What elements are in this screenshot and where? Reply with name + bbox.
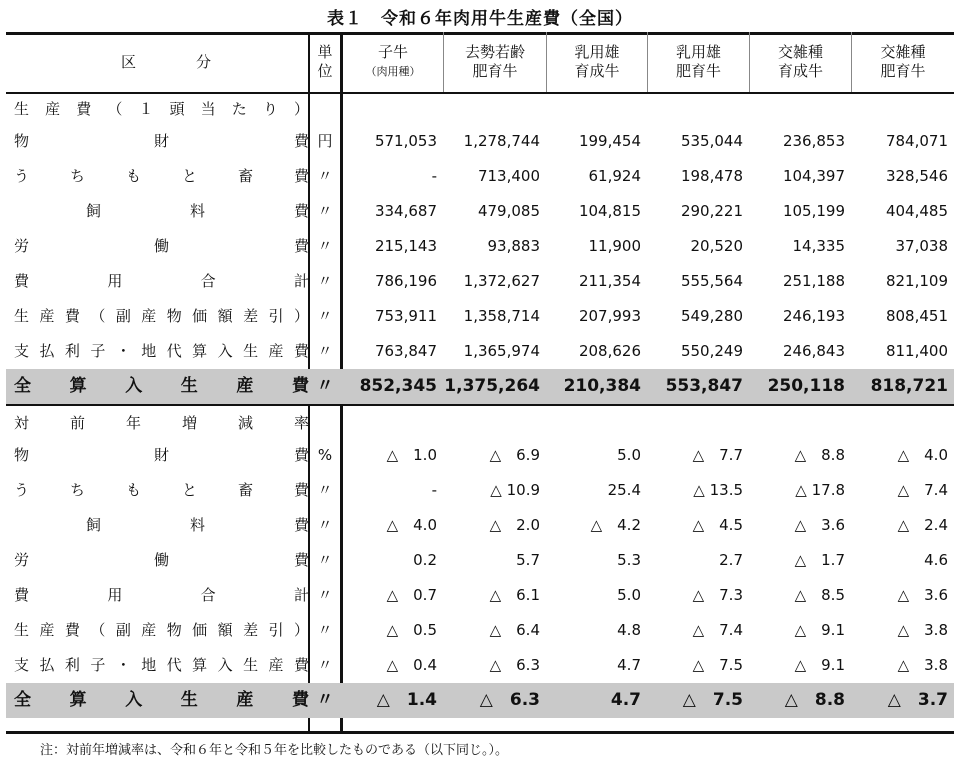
header-category xyxy=(66,32,266,92)
row-label: 支払利子・地代算入生産費 xyxy=(14,342,309,360)
table-row xyxy=(6,578,954,613)
value-cell: 0.2 xyxy=(413,551,437,569)
row-unit: 〃 xyxy=(317,586,333,604)
value-cell: 4.6 xyxy=(924,551,948,569)
table-row xyxy=(6,648,954,683)
value-cell: 1,372,627 xyxy=(463,272,540,290)
row-label: 全算入生産費 xyxy=(14,690,309,710)
value-cell: △ 1.4 xyxy=(376,690,437,710)
value-cell: 14,335 xyxy=(792,237,845,255)
value-cell: 20,520 xyxy=(690,237,743,255)
value-cell: 786,196 xyxy=(374,272,437,290)
value-cell: 1,365,974 xyxy=(463,342,540,360)
row-label: 生産費（副産物価額差引） xyxy=(14,307,309,325)
value-cell: 753,911 xyxy=(374,307,437,325)
header-col-6-line2: 肥育牛 xyxy=(880,62,926,80)
value-cell: - xyxy=(431,167,437,185)
value-cell: 479,085 xyxy=(477,202,540,220)
value-cell: 535,044 xyxy=(680,132,743,150)
row-unit: 〃 xyxy=(317,272,333,290)
row-label: 物財費 xyxy=(14,446,309,464)
value-cell: △ 7.4 xyxy=(897,481,948,499)
value-cell: △ 1.7 xyxy=(794,551,845,569)
row-label: 全算入生産費 xyxy=(14,376,309,396)
value-cell: 198,478 xyxy=(680,167,743,185)
row-unit: 〃 xyxy=(316,376,334,396)
value-cell: 5.0 xyxy=(617,446,641,464)
header-col-1 xyxy=(343,32,443,92)
row-label: うちもと畜費 xyxy=(14,167,309,185)
value-cell: 334,687 xyxy=(374,202,437,220)
value-cell: 61,924 xyxy=(588,167,641,185)
value-cell: △ 7.5 xyxy=(692,656,743,674)
header-col-4 xyxy=(648,32,749,92)
value-cell: △ 7.3 xyxy=(692,586,743,604)
value-cell: 37,038 xyxy=(895,237,948,255)
value-cell: 93,883 xyxy=(487,237,540,255)
row-unit: 〃 xyxy=(316,690,334,710)
value-cell: △ 6.1 xyxy=(489,586,540,604)
footnote: 注：対前年増減率は、令和６年と令和５年を比較したものである（以下同じ。）。 xyxy=(40,743,509,758)
header-category-label: 区 分 xyxy=(120,52,211,71)
value-cell: △ 4.2 xyxy=(590,516,641,534)
row-unit: 〃 xyxy=(317,202,333,220)
value-cell: 1,358,714 xyxy=(463,307,540,325)
value-cell: △ 6.3 xyxy=(479,690,540,710)
row-label: 生産費（副産物価額差引） xyxy=(14,621,309,639)
value-cell: △ 13.5 xyxy=(693,481,743,499)
value-cell: 852,345 xyxy=(359,376,437,396)
section1-label: 生産費（１頭当たり） xyxy=(14,100,309,118)
value-cell: 251,188 xyxy=(782,272,845,290)
row-label: 費用合計 xyxy=(14,272,309,290)
header-unit-line2: 位 xyxy=(317,62,333,80)
header-col-6-line1: 交雑種 xyxy=(880,43,926,61)
value-cell: 5.0 xyxy=(617,586,641,604)
value-cell: 1,375,264 xyxy=(444,376,540,396)
row-unit: 〃 xyxy=(317,167,333,185)
value-cell: 207,993 xyxy=(578,307,641,325)
value-cell: 5.7 xyxy=(516,551,540,569)
value-cell: △ 4.0 xyxy=(386,516,437,534)
value-cell: △ 0.4 xyxy=(386,656,437,674)
value-cell: 4.8 xyxy=(617,621,641,639)
row-unit: 〃 xyxy=(317,237,333,255)
table-row xyxy=(6,473,954,508)
header-col-1-line2: （肉用種） xyxy=(365,65,421,78)
value-cell: 713,400 xyxy=(477,167,540,185)
value-cell: 784,071 xyxy=(885,132,948,150)
value-cell: 808,451 xyxy=(885,307,948,325)
row-unit: 〃 xyxy=(317,656,333,674)
value-cell: △ 3.7 xyxy=(887,690,948,710)
value-cell: △ 2.0 xyxy=(489,516,540,534)
value-cell: - xyxy=(431,481,437,499)
value-cell: △ 10.9 xyxy=(490,481,540,499)
value-cell: △ 3.6 xyxy=(897,586,948,604)
row-label: 労働費 xyxy=(14,551,309,569)
row-unit: % xyxy=(317,446,333,464)
header-col-3-line1: 乳用雄 xyxy=(574,43,620,61)
value-cell: 246,193 xyxy=(782,307,845,325)
row-unit: 円 xyxy=(317,132,333,150)
header-unit-line1: 単 xyxy=(317,43,333,61)
value-cell: 211,354 xyxy=(578,272,641,290)
value-cell: △ 9.1 xyxy=(794,621,845,639)
value-cell: 404,485 xyxy=(885,202,948,220)
row-unit: 〃 xyxy=(317,307,333,325)
value-cell: △ 4.5 xyxy=(692,516,743,534)
bottom-rule xyxy=(6,731,954,734)
header-col-6 xyxy=(852,32,954,92)
value-cell: 5.3 xyxy=(617,551,641,569)
total-row xyxy=(6,369,954,404)
table-row xyxy=(6,194,954,229)
value-cell: 1,278,744 xyxy=(463,132,540,150)
value-cell: △ 8.8 xyxy=(794,446,845,464)
value-cell: △ 9.1 xyxy=(794,656,845,674)
row-unit: 〃 xyxy=(317,342,333,360)
value-cell: 290,221 xyxy=(680,202,743,220)
table-title: 表１ 令和６年肉用牛生産費（全国） xyxy=(327,9,633,29)
value-cell: 11,900 xyxy=(588,237,641,255)
table-row xyxy=(6,543,954,578)
value-cell: △ 3.8 xyxy=(897,656,948,674)
value-cell: 250,118 xyxy=(767,376,845,396)
row-unit: 〃 xyxy=(317,621,333,639)
row-unit: 〃 xyxy=(317,481,333,499)
value-cell: 550,249 xyxy=(680,342,743,360)
value-cell: △ 6.9 xyxy=(489,446,540,464)
value-cell: △ 6.4 xyxy=(489,621,540,639)
table-row xyxy=(6,508,954,543)
value-cell: △ 17.8 xyxy=(795,481,845,499)
table-row xyxy=(6,334,954,369)
header-col-4-line2: 肥育牛 xyxy=(675,62,721,80)
total-row xyxy=(6,683,954,718)
value-cell: 2.7 xyxy=(719,551,743,569)
value-cell: 553,847 xyxy=(665,376,743,396)
value-cell: 246,843 xyxy=(782,342,845,360)
section-divider xyxy=(6,404,954,406)
value-cell: 555,564 xyxy=(680,272,743,290)
value-cell: 104,815 xyxy=(578,202,641,220)
row-label: 労働費 xyxy=(14,237,309,255)
value-cell: 821,109 xyxy=(885,272,948,290)
value-cell: 199,454 xyxy=(578,132,641,150)
header-col-2 xyxy=(444,32,546,92)
table-row xyxy=(6,159,954,194)
value-cell: △ 0.5 xyxy=(386,621,437,639)
cost-table xyxy=(6,32,954,734)
value-cell: △ 3.8 xyxy=(897,621,948,639)
value-cell: 328,546 xyxy=(885,167,948,185)
value-cell: 549,280 xyxy=(680,307,743,325)
value-cell: △ 6.3 xyxy=(489,656,540,674)
table-row xyxy=(6,229,954,264)
row-label: 支払利子・地代算入生産費 xyxy=(14,656,309,674)
value-cell: △ 7.4 xyxy=(692,621,743,639)
value-cell: 571,053 xyxy=(374,132,437,150)
value-cell: 811,400 xyxy=(885,342,948,360)
value-cell: 763,847 xyxy=(374,342,437,360)
table-row xyxy=(6,264,954,299)
value-cell: 4.7 xyxy=(610,690,641,710)
value-cell: 236,853 xyxy=(782,132,845,150)
value-cell: △ 0.7 xyxy=(386,586,437,604)
row-unit: 〃 xyxy=(317,551,333,569)
value-cell: 105,199 xyxy=(782,202,845,220)
row-label: うちもと畜費 xyxy=(14,481,309,499)
value-cell: △ 4.0 xyxy=(897,446,948,464)
header-col-3 xyxy=(547,32,647,92)
row-label: 物財費 xyxy=(14,132,309,150)
value-cell: 208,626 xyxy=(578,342,641,360)
section2-label: 対前年増減率 xyxy=(14,414,309,432)
value-cell: 104,397 xyxy=(782,167,845,185)
table-row xyxy=(6,438,954,473)
value-cell: △ 8.5 xyxy=(794,586,845,604)
row-label: 飼料費 xyxy=(86,202,309,220)
row-unit: 〃 xyxy=(317,516,333,534)
value-cell: 818,721 xyxy=(870,376,948,396)
header-col-4-line1: 乳用雄 xyxy=(675,43,721,61)
value-cell: 215,143 xyxy=(374,237,437,255)
header-col-2-line1: 去勢若齢 xyxy=(464,43,525,61)
value-cell: △ 3.6 xyxy=(794,516,845,534)
header-unit xyxy=(310,32,340,92)
header-col-5-line2: 育成牛 xyxy=(777,62,823,80)
header-col-2-line2: 肥育牛 xyxy=(472,62,518,80)
value-cell: △ 7.7 xyxy=(692,446,743,464)
row-label: 飼料費 xyxy=(86,516,309,534)
table-row xyxy=(6,124,954,159)
value-cell: △ 1.0 xyxy=(386,446,437,464)
row-label: 費用合計 xyxy=(14,586,309,604)
value-cell: △ 8.8 xyxy=(784,690,845,710)
header-col-5 xyxy=(750,32,851,92)
table-row xyxy=(6,613,954,648)
table-row xyxy=(6,299,954,334)
value-cell: △ 7.5 xyxy=(682,690,743,710)
header-col-3-line2: 育成牛 xyxy=(574,62,620,80)
header-col-5-line1: 交雑種 xyxy=(777,43,823,61)
value-cell: 210,384 xyxy=(563,376,641,396)
header-col-1-line1: 子牛 xyxy=(377,43,408,61)
value-cell: △ 2.4 xyxy=(897,516,948,534)
value-cell: 4.7 xyxy=(617,656,641,674)
value-cell: 25.4 xyxy=(607,481,641,499)
